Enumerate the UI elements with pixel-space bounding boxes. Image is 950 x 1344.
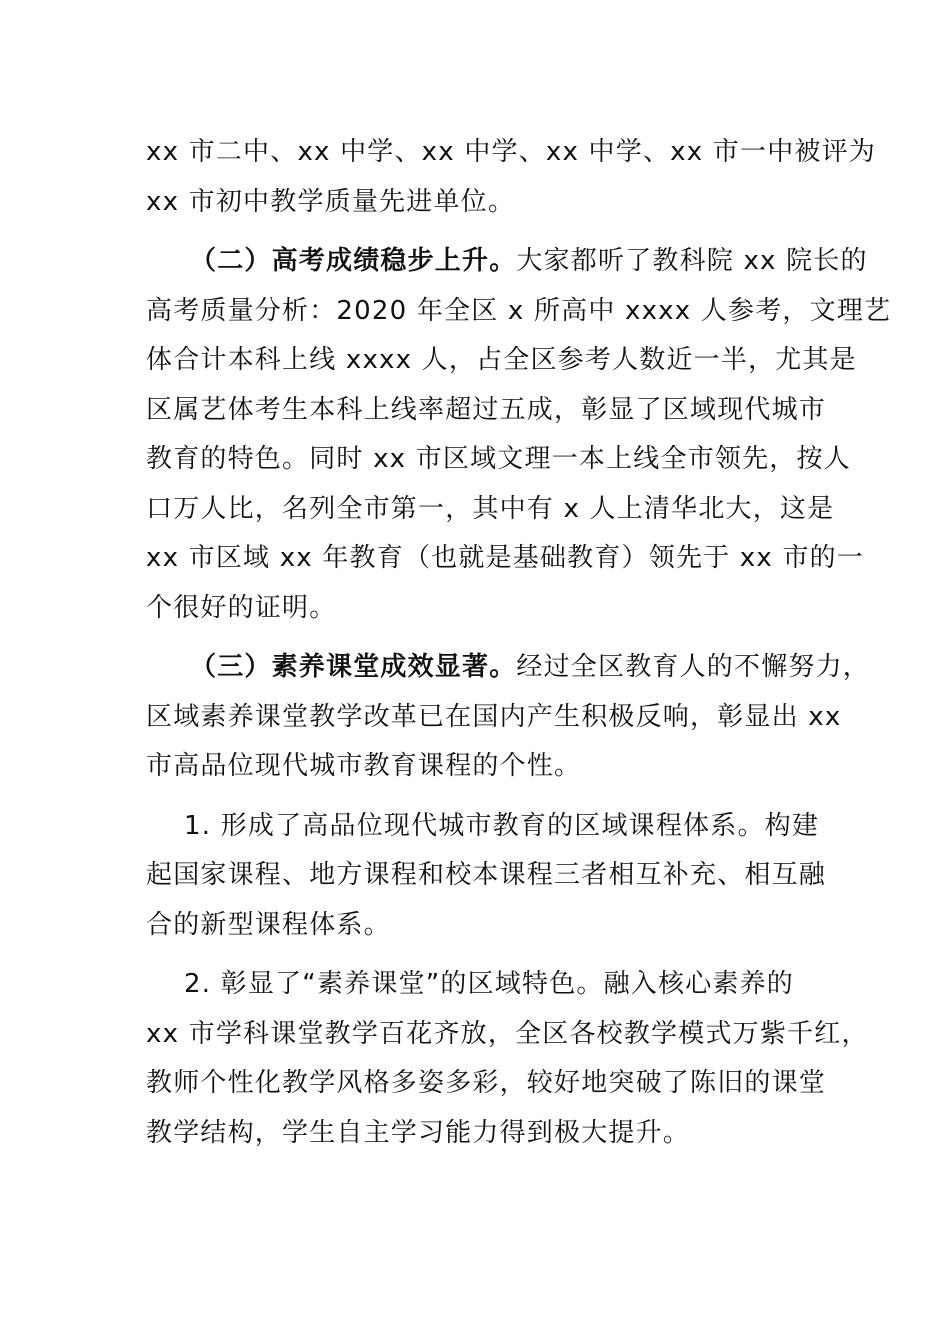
list-item-first-line: 1. 形成了高品位现代城市教育的区域课程体系。构建 bbox=[184, 810, 820, 841]
paragraph-first-line bbox=[146, 643, 871, 693]
list-item-line: 起国家课程、地方课程和校本课程三者相互补充、相互融 bbox=[146, 860, 827, 890]
list-item-line: 合的新型课程体系。 bbox=[146, 909, 391, 940]
paragraph-line: 体合计本科上线 xxxx 人，占全区参考人数近一半，尤其是 bbox=[146, 345, 857, 375]
document-body bbox=[146, 128, 892, 1158]
paragraph-line: 区属艺体考生本科上线率超过五成，彰显了区域现代城市 bbox=[146, 394, 827, 425]
paragraph-line: 高考质量分析：2020 年全区 x 所高中 xxxx 人参考，文理艺 bbox=[146, 295, 892, 326]
paragraph-line: 区域素养课堂教学改革已在国内产生积极反响，彰显出 xx bbox=[146, 701, 842, 732]
paragraph-text: 经过全区教育人的不懈努力， bbox=[516, 652, 871, 682]
paragraph-line: 教育的特色。同时 xx 市区域文理一本上线全市领先，按人 bbox=[146, 444, 851, 474]
paragraph-first-line bbox=[146, 237, 868, 287]
section-heading: （二）高考成绩稳步上升。 bbox=[190, 246, 517, 276]
paragraph-line: xx 市区域 xx 年教育（也就是基础教育）领先于 xx 市的一 bbox=[146, 543, 865, 573]
section-heading: （三）素养课堂成效显著。 bbox=[190, 652, 517, 682]
list-item-line: xx 市学科课堂教学百花齐放，全区各校教学模式万紫千红， bbox=[146, 1018, 869, 1049]
paragraph-line: 个很好的证明。 bbox=[146, 592, 337, 623]
paragraph-text: 大家都听了教科院 xx 院长的 bbox=[516, 246, 868, 276]
paragraph-line: xx 市初中教学质量先进单位。 bbox=[146, 186, 516, 217]
paragraph-line: 市高品位现代城市教育课程的个性。 bbox=[146, 751, 582, 781]
list-item-line: 教师个性化教学风格多姿多彩，较好地突破了陈旧的课堂 bbox=[146, 1068, 827, 1098]
list-item-line: 教学结构，学生自主学习能力得到极大提升。 bbox=[146, 1117, 691, 1148]
paragraph-line: xx 市二中、xx 中学、xx 中学、xx 中学、xx 市一中被评为 bbox=[146, 137, 876, 167]
paragraph-line: 口万人比，名列全市第一，其中有 x 人上清华北大，这是 bbox=[146, 493, 835, 524]
list-item-first-line: 2. 彰显了“素养课堂”的区域特色。融入核心素养的 bbox=[184, 969, 795, 999]
